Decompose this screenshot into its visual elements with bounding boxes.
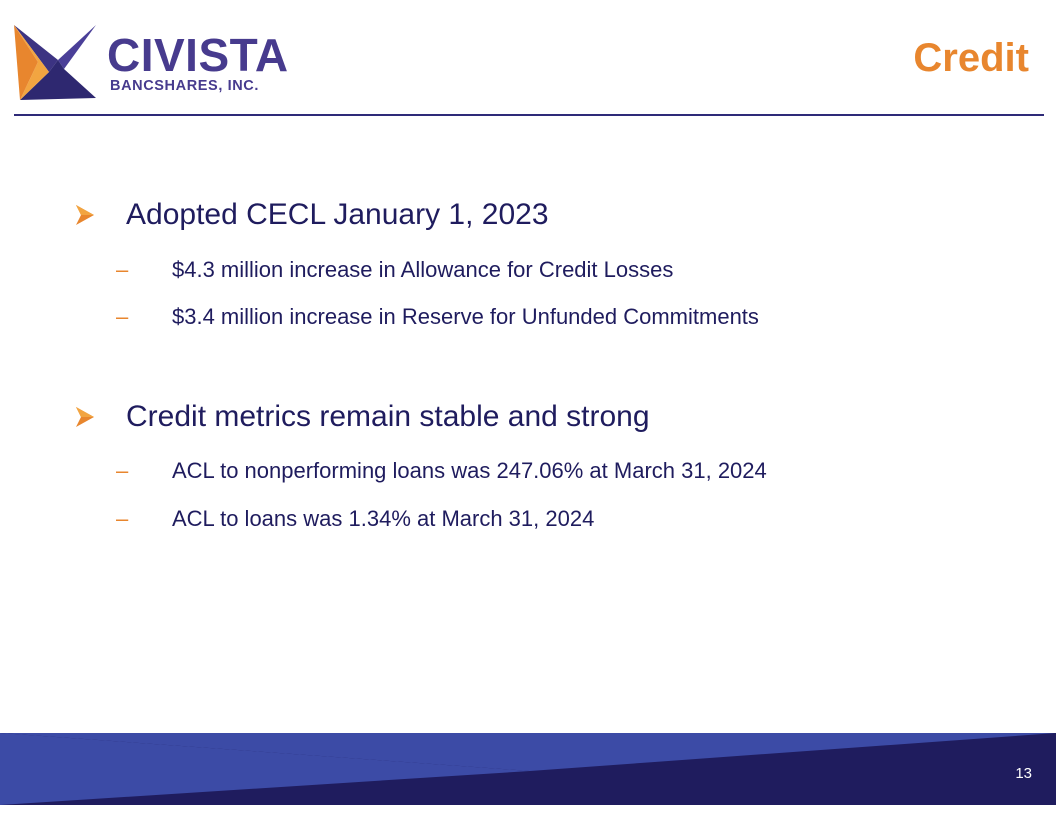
list-item-text: $3.4 million increase in Reserve for Unfunded Commitments — [172, 304, 759, 329]
logo-name: CIVISTA — [107, 29, 289, 81]
dash-marker: – — [116, 257, 129, 282]
section-heading-text: Adopted CECL January 1, 2023 — [126, 198, 549, 231]
arrowhead-bullet-icon — [74, 203, 96, 227]
page-number: 13 — [1015, 765, 1032, 782]
list-item — [116, 460, 767, 482]
section-heading-cecl — [74, 200, 549, 230]
arrowhead-bullet-icon — [74, 405, 96, 429]
list-item — [116, 259, 673, 281]
list-item-text: $4.3 million increase in Allowance for Credit Losses — [172, 257, 674, 282]
slide-title: Credit — [913, 36, 1029, 80]
list-item — [116, 508, 594, 530]
dash-marker: – — [116, 506, 129, 531]
list-item-text: ACL to nonperforming loans was 247.06% at March 31, 2024 — [172, 458, 767, 483]
footer-band — [0, 733, 1056, 805]
section-heading-text: Credit metrics remain stable and strong — [126, 400, 650, 433]
dash-marker: – — [116, 304, 129, 329]
list-item-text: ACL to loans was 1.34% at March 31, 2024 — [172, 506, 595, 531]
section-heading-credit-metrics — [74, 402, 650, 432]
logo-subtitle: BANCSHARES, INC. — [110, 78, 259, 94]
list-item — [116, 306, 759, 328]
dash-marker: – — [116, 458, 129, 483]
